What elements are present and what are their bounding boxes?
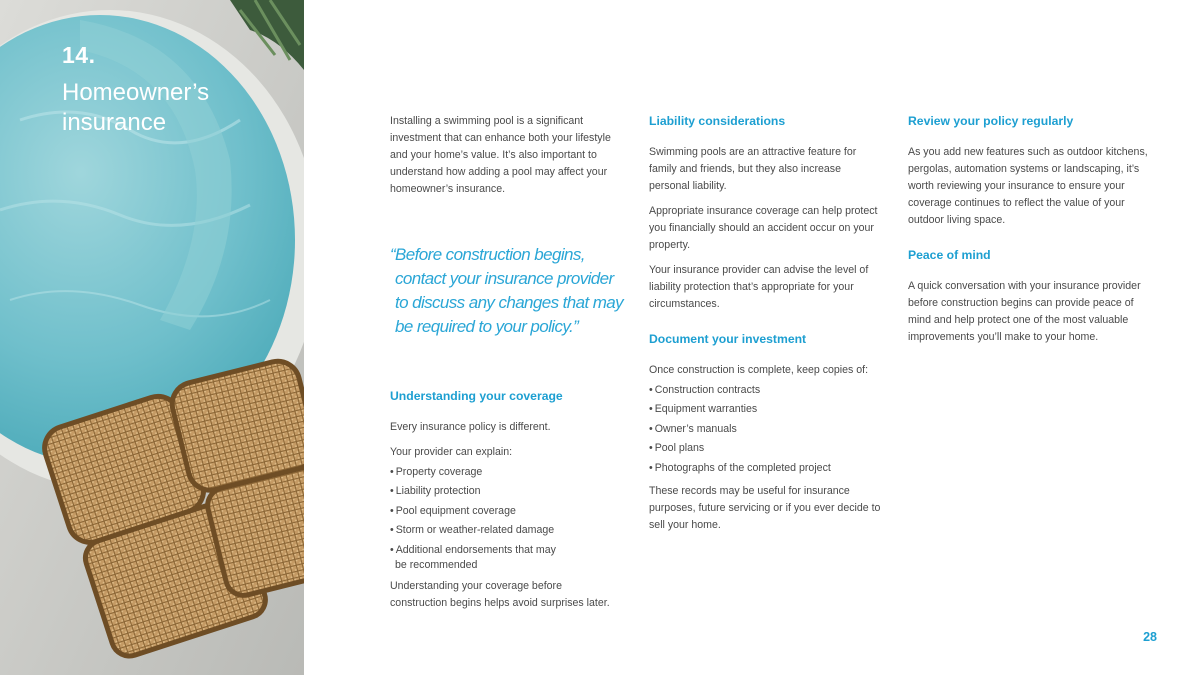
pull-quote xyxy=(390,243,630,339)
document-heading: Document your investment xyxy=(649,332,807,346)
liability-p3: Your insurance provider can advise the level of liability protection that’s appropriate for your circumstances. xyxy=(649,264,869,310)
understanding-closing: Understanding your coverage before construction begins helps avoid surprises later. xyxy=(390,580,610,610)
quote-line: contact your insurance provider xyxy=(395,269,614,288)
understanding-list xyxy=(390,464,620,572)
list-item: • Pool equipment coverage xyxy=(390,504,516,517)
list-item: • Liability protection xyxy=(390,485,481,498)
list-item: • Pool plans xyxy=(649,442,705,455)
section-number: 14. xyxy=(62,42,96,68)
quote-line: to discuss any changes that may xyxy=(395,293,624,312)
document-closing: These records may be useful for insurance purposes, future servicing or if you ever decide to sell your home. xyxy=(649,484,881,531)
list-item: • Property coverage xyxy=(390,466,483,478)
peace-p1: A quick conversation with your insurance provider before construction begins can provide peace of mind and help protect one of the most valuable improvements you’ll make to your home. xyxy=(908,280,1141,343)
understanding-p2: Your provider can explain: xyxy=(390,446,513,458)
liability-heading: Liability considerations xyxy=(649,114,786,128)
document-p1: Once construction is complete, keep copies of: xyxy=(649,364,869,376)
pool-photo xyxy=(0,0,304,675)
intro-paragraph: Installing a swimming pool is a significant investment that can enhance both your lifestyle and your home’s value. It’s also important to understand how adding a pool may affect your homeowner’s insurance. xyxy=(390,115,611,195)
list-item: • Equipment warranties xyxy=(649,403,758,416)
list-item: • Storm or weather-related damage xyxy=(390,524,555,537)
review-heading: Review your policy regularly xyxy=(908,114,1074,128)
document-list xyxy=(649,382,881,477)
understanding-heading: Understanding your coverage xyxy=(390,389,563,403)
section-title: Homeowner’s insurance xyxy=(62,79,210,136)
section-understanding xyxy=(390,388,620,620)
column-intro xyxy=(390,113,620,206)
quote-line: be required to your policy.” xyxy=(395,317,579,336)
understanding-p1: Every insurance policy is different. xyxy=(390,421,551,433)
liability-p1: Swimming pools are an attractive feature for family and friends, but they also increase personal liability. xyxy=(649,146,857,192)
list-item: • Construction contracts xyxy=(649,384,761,396)
peace-heading: Peace of mind xyxy=(908,248,991,262)
quote-line: “Before construction begins, xyxy=(390,245,585,264)
column-review xyxy=(908,113,1148,354)
column-liability xyxy=(649,113,881,542)
review-p1: As you add new features such as outdoor kitchens, pergolas, automation systems or landscaping, it’s worth reviewing your insurance to ensure your coverage continues to reflect the value of your outdoor living space. xyxy=(908,146,1148,226)
list-item: • Photographs of the completed project xyxy=(649,461,831,474)
page-number: 28 xyxy=(1143,630,1157,644)
list-item: • Owner’s manuals xyxy=(649,422,737,435)
liability-p2: Appropriate insurance coverage can help protect you financially should an accident occur on your property. xyxy=(649,205,878,251)
list-item: • Additional endorsements that may be recommended xyxy=(390,543,556,571)
